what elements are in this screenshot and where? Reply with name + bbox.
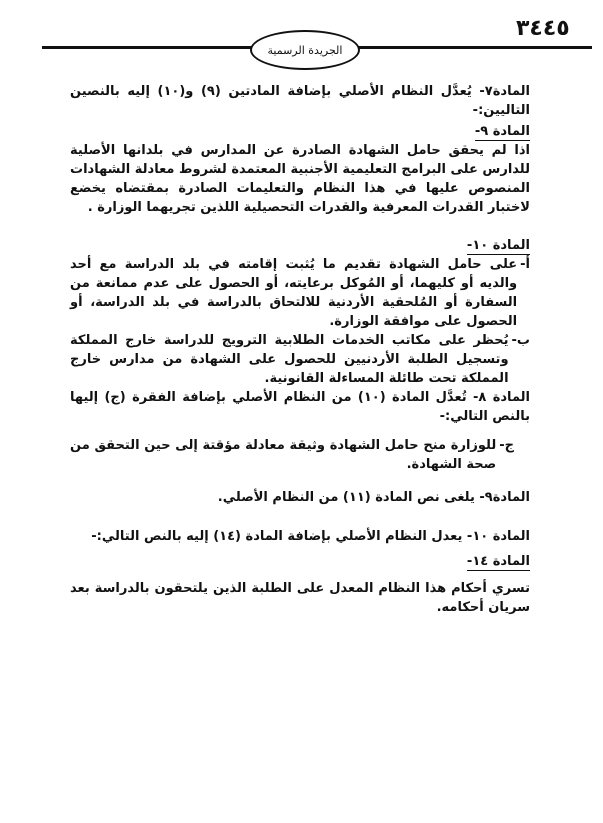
gazette-name-badge: [250, 30, 360, 70]
header-rule-left: [42, 46, 257, 49]
article-7-amendment: المادة٧- يُعدَّل النظام الأصلي بإضافة المادتين (٩) و(١٠) إليه بالنصين التاليين:-: [70, 84, 530, 118]
gazette-name: الجريدة الرسمية: [267, 43, 343, 57]
clause-label: أ-: [520, 257, 530, 272]
article-9-text: اذا لم يحقق حامل الشهادة الصادرة عن المدارس في بلدانها الأصلية للدارس على البرامج التعليمية الأجنبية المعتمدة لشروط معادلة الشهادات المنصوص عليها في هذا النظام والتعليمات الصادرة بمقتضاه يخضع لاختبار القدرات المعرفية والقدرات التحصيلية اللذين تجريهما الوزارة .: [70, 143, 530, 215]
article-8-amendment: المادة ٨- تُعدَّل المادة (١٠) من النظام الأصلي بإضافة الفقرة (ج) إليها بالنص التالي:-: [70, 390, 530, 424]
article-10-clause-b: [70, 331, 530, 388]
article-14-title: المادة ١٤-: [466, 554, 530, 569]
article-10-title: المادة ١٠-: [466, 238, 530, 253]
document-body: [70, 82, 530, 617]
header-rule-right: [352, 46, 592, 49]
article-8-clause-c: [70, 436, 530, 474]
clause-text: يُحظر على مكاتب الخدمات الطلابية الترويج للدراسة خارج المملكة وتسجيل الطلبة الأردنيين للحصول على الشهادة من مدارس خارج المملكة تحت طائلة المساءلة القانونية.: [70, 333, 509, 386]
article-9-cancellation: المادة٩- يلغى نص المادة (١١) من النظام الأصلي.: [217, 490, 530, 505]
page-number: ٣٤٤٥: [516, 16, 570, 41]
clause-label: ب-: [511, 333, 530, 348]
article-10-clause-a: [70, 255, 530, 331]
article-9-title: المادة ٩-: [474, 124, 530, 139]
clause-text: على حامل الشهادة تقديم ما يُثبت إقامته في بلد الدراسة مع أحد والديه أو كليهما، أو المُوكل برعايته، أو الحصول على عدم ممانعة من السفارة أو المُلحقية الأردنية للالتحاق بالدراسة في بلد الدراسة، أو الحصول على موافقة الوزارة.: [70, 257, 518, 329]
clause-label: ج-: [499, 438, 514, 453]
article-14-text: تسري أحكام هذا النظام المعدل على الطلبة الذين يلتحقون بالدراسة بعد سريان أحكامه.: [70, 581, 530, 615]
clause-text: للوزارة منح حامل الشهادة وثيقة معادلة مؤقتة إلى حين التحقق من صحة الشهادة.: [70, 438, 497, 472]
article-10-amendment: المادة ١٠- يعدل النظام الأصلي بإضافة المادة (١٤) إليه بالنص التالي:-: [91, 529, 530, 544]
page-header: [0, 0, 603, 75]
